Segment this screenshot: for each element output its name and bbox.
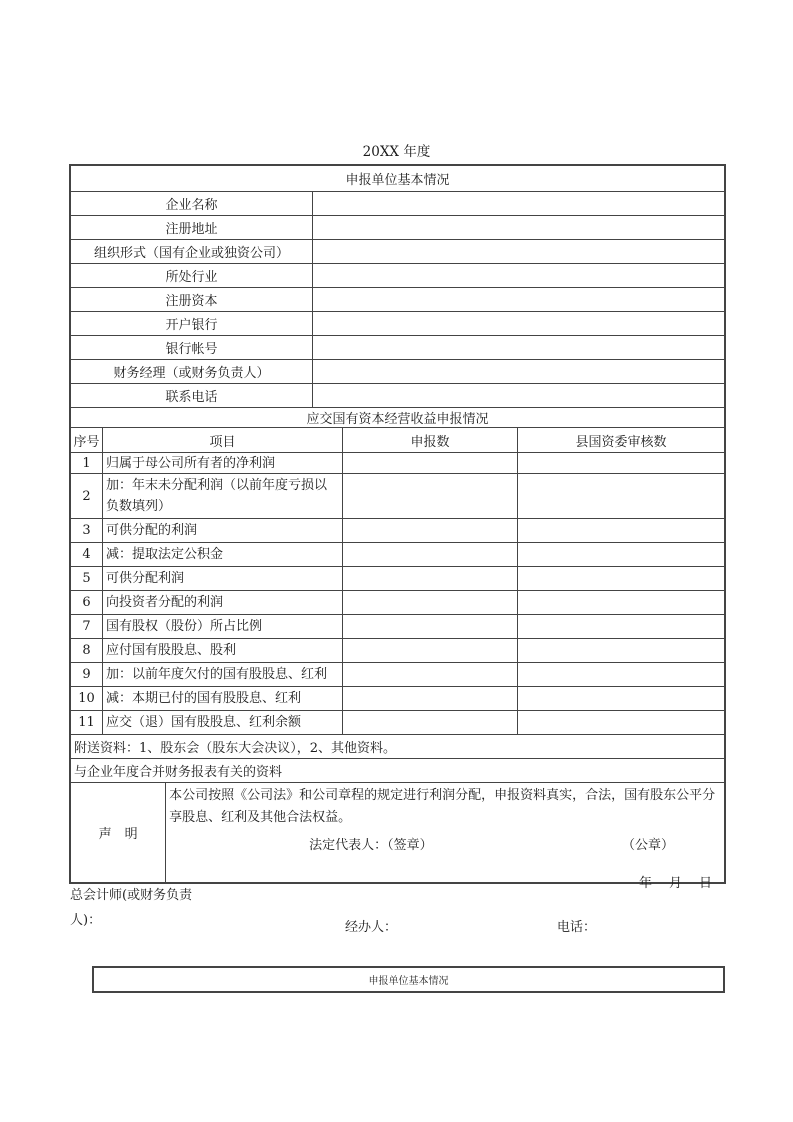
item-name: 可供分配的利润 xyxy=(103,519,343,542)
doc-title: 20XX 年度 xyxy=(362,144,431,160)
table-row xyxy=(71,263,724,287)
item-no: 5 xyxy=(71,567,103,590)
item-name: 加：年末未分配利润（以前年度亏损以负数填列） xyxy=(103,474,343,518)
table-row xyxy=(71,686,724,710)
declared-value-field[interactable] xyxy=(343,453,518,473)
bottom-box-title: 申报单位基本情况 xyxy=(368,976,449,987)
basic-row-value-field[interactable] xyxy=(313,240,724,263)
chief-accountant-label: 总会计师(或财务负责人)： xyxy=(70,888,193,928)
item-no: 2 xyxy=(71,474,103,518)
bottom-section-box xyxy=(92,966,725,993)
item-name: 归属于母公司所有者的净利润 xyxy=(103,453,343,473)
declared-value-field[interactable] xyxy=(343,711,518,734)
statement-date-line: 年 月 日 xyxy=(638,876,714,891)
item-name: 国有股权（股份）所占比例 xyxy=(103,615,343,638)
table-row xyxy=(71,383,724,407)
item-name: 可供分配利润 xyxy=(103,567,343,590)
company-seal-label: （公章） xyxy=(621,838,674,853)
item-name: 减：提取法定公积金 xyxy=(103,543,343,566)
basic-info-section-row xyxy=(71,166,724,191)
reviewed-value-field[interactable] xyxy=(518,663,724,686)
declared-value-field[interactable] xyxy=(343,591,518,614)
reviewed-value-field[interactable] xyxy=(518,615,724,638)
declared-value-field[interactable] xyxy=(343,567,518,590)
statement-body: 本公司按照《公司法》和公司章程的规定进行利润分配，申报资料真实，合法，国有股东公平分享股息、红利及其他合法权益。 xyxy=(169,788,716,825)
basic-row-value-field[interactable] xyxy=(313,288,724,311)
item-no: 7 xyxy=(71,615,103,638)
basic-row-label: 注册地址 xyxy=(71,216,313,239)
col-header-no: 序号 xyxy=(71,428,103,452)
table-row xyxy=(71,359,724,383)
declared-value-field[interactable] xyxy=(343,663,518,686)
table-row xyxy=(71,215,724,239)
basic-row-label: 开户银行 xyxy=(71,312,313,335)
table-row xyxy=(71,311,724,335)
reviewed-value-field[interactable] xyxy=(518,639,724,662)
col-header-reviewed: 县国资委审核数 xyxy=(575,434,667,450)
table-row xyxy=(71,566,724,590)
reviewed-value-field[interactable] xyxy=(518,474,724,518)
phone-label: 电话： xyxy=(557,920,597,935)
table-row xyxy=(71,239,724,263)
income-section-row xyxy=(71,407,724,427)
basic-row-value-field[interactable] xyxy=(313,384,724,407)
basic-row-value-field[interactable] xyxy=(313,216,724,239)
item-no: 11 xyxy=(71,711,103,734)
basic-row-label: 联系电话 xyxy=(71,384,313,407)
table-row xyxy=(71,638,724,662)
table-row xyxy=(71,710,724,734)
reviewed-value-field[interactable] xyxy=(518,711,724,734)
table-row xyxy=(71,473,724,518)
item-no: 6 xyxy=(71,591,103,614)
table-row xyxy=(71,542,724,566)
item-name: 减：本期已付的国有股股息、红利 xyxy=(103,687,343,710)
table-row xyxy=(71,191,724,215)
col-header-item: 项目 xyxy=(103,428,343,452)
table-row xyxy=(71,518,724,542)
reviewed-value-field[interactable] xyxy=(518,453,724,473)
reviewed-value-field[interactable] xyxy=(518,687,724,710)
table-row xyxy=(71,287,724,311)
item-no: 8 xyxy=(71,639,103,662)
reviewed-value-field[interactable] xyxy=(518,567,724,590)
related-materials-row xyxy=(71,758,724,782)
table-row xyxy=(71,614,724,638)
col-header-declared: 申报数 xyxy=(343,428,518,452)
item-no: 9 xyxy=(71,663,103,686)
item-name: 应交（退）国有股股息、红利余额 xyxy=(103,711,343,734)
declared-value-field[interactable] xyxy=(343,615,518,638)
declared-value-field[interactable] xyxy=(343,474,518,518)
table-row xyxy=(71,662,724,686)
item-no: 3 xyxy=(71,519,103,542)
statement-label: 声 明 xyxy=(71,783,166,882)
basic-row-label: 银行帐号 xyxy=(71,336,313,359)
basic-info-section-header: 申报单位基本情况 xyxy=(345,173,450,188)
basic-row-value-field[interactable] xyxy=(313,192,724,215)
basic-row-value-field[interactable] xyxy=(313,312,724,335)
reviewed-value-field[interactable] xyxy=(518,519,724,542)
statement-row xyxy=(71,782,724,891)
item-name: 加：以前年度欠付的国有股股息、红利 xyxy=(103,663,343,686)
statement-signature-line xyxy=(169,835,722,857)
declared-value-field[interactable] xyxy=(343,639,518,662)
column-header-row xyxy=(71,427,724,452)
item-no: 4 xyxy=(71,543,103,566)
table-row xyxy=(71,452,724,473)
statement-content xyxy=(166,783,724,891)
declared-value-field[interactable] xyxy=(343,543,518,566)
basic-row-label: 注册资本 xyxy=(71,288,313,311)
basic-row-label: 企业名称 xyxy=(71,192,313,215)
item-name: 向投资者分配的利润 xyxy=(103,591,343,614)
attachments-note: 附送资料：1、股东会（股东大会决议），2、其他资料。 xyxy=(74,741,397,756)
attachments-note-row xyxy=(71,734,724,758)
income-section-header: 应交国有资本经营收益申报情况 xyxy=(306,412,489,427)
basic-row-value-field[interactable] xyxy=(313,336,724,359)
legal-rep-signature-label: 法定代表人：（签章） xyxy=(309,838,433,853)
handler-label: 经办人： xyxy=(345,920,398,935)
basic-row-label: 所处行业 xyxy=(71,264,313,287)
basic-row-label: 组织形式（国有企业或独资公司） xyxy=(71,240,313,263)
declaration-form-table xyxy=(69,164,726,891)
table-row xyxy=(71,590,724,614)
reviewed-value-field[interactable] xyxy=(518,591,724,614)
basic-row-label: 财务经理（或财务负责人） xyxy=(71,360,313,383)
basic-row-value-field[interactable] xyxy=(313,360,724,383)
table-row xyxy=(71,335,724,359)
declared-value-field[interactable] xyxy=(343,687,518,710)
item-name: 应付国有股股息、股利 xyxy=(103,639,343,662)
item-no: 1 xyxy=(71,453,103,473)
basic-row-value-field[interactable] xyxy=(313,264,724,287)
related-materials-note: 与企业年度合并财务报表有关的资料 xyxy=(74,765,283,780)
item-no: 10 xyxy=(71,687,103,710)
declared-value-field[interactable] xyxy=(343,519,518,542)
reviewed-value-field[interactable] xyxy=(518,543,724,566)
